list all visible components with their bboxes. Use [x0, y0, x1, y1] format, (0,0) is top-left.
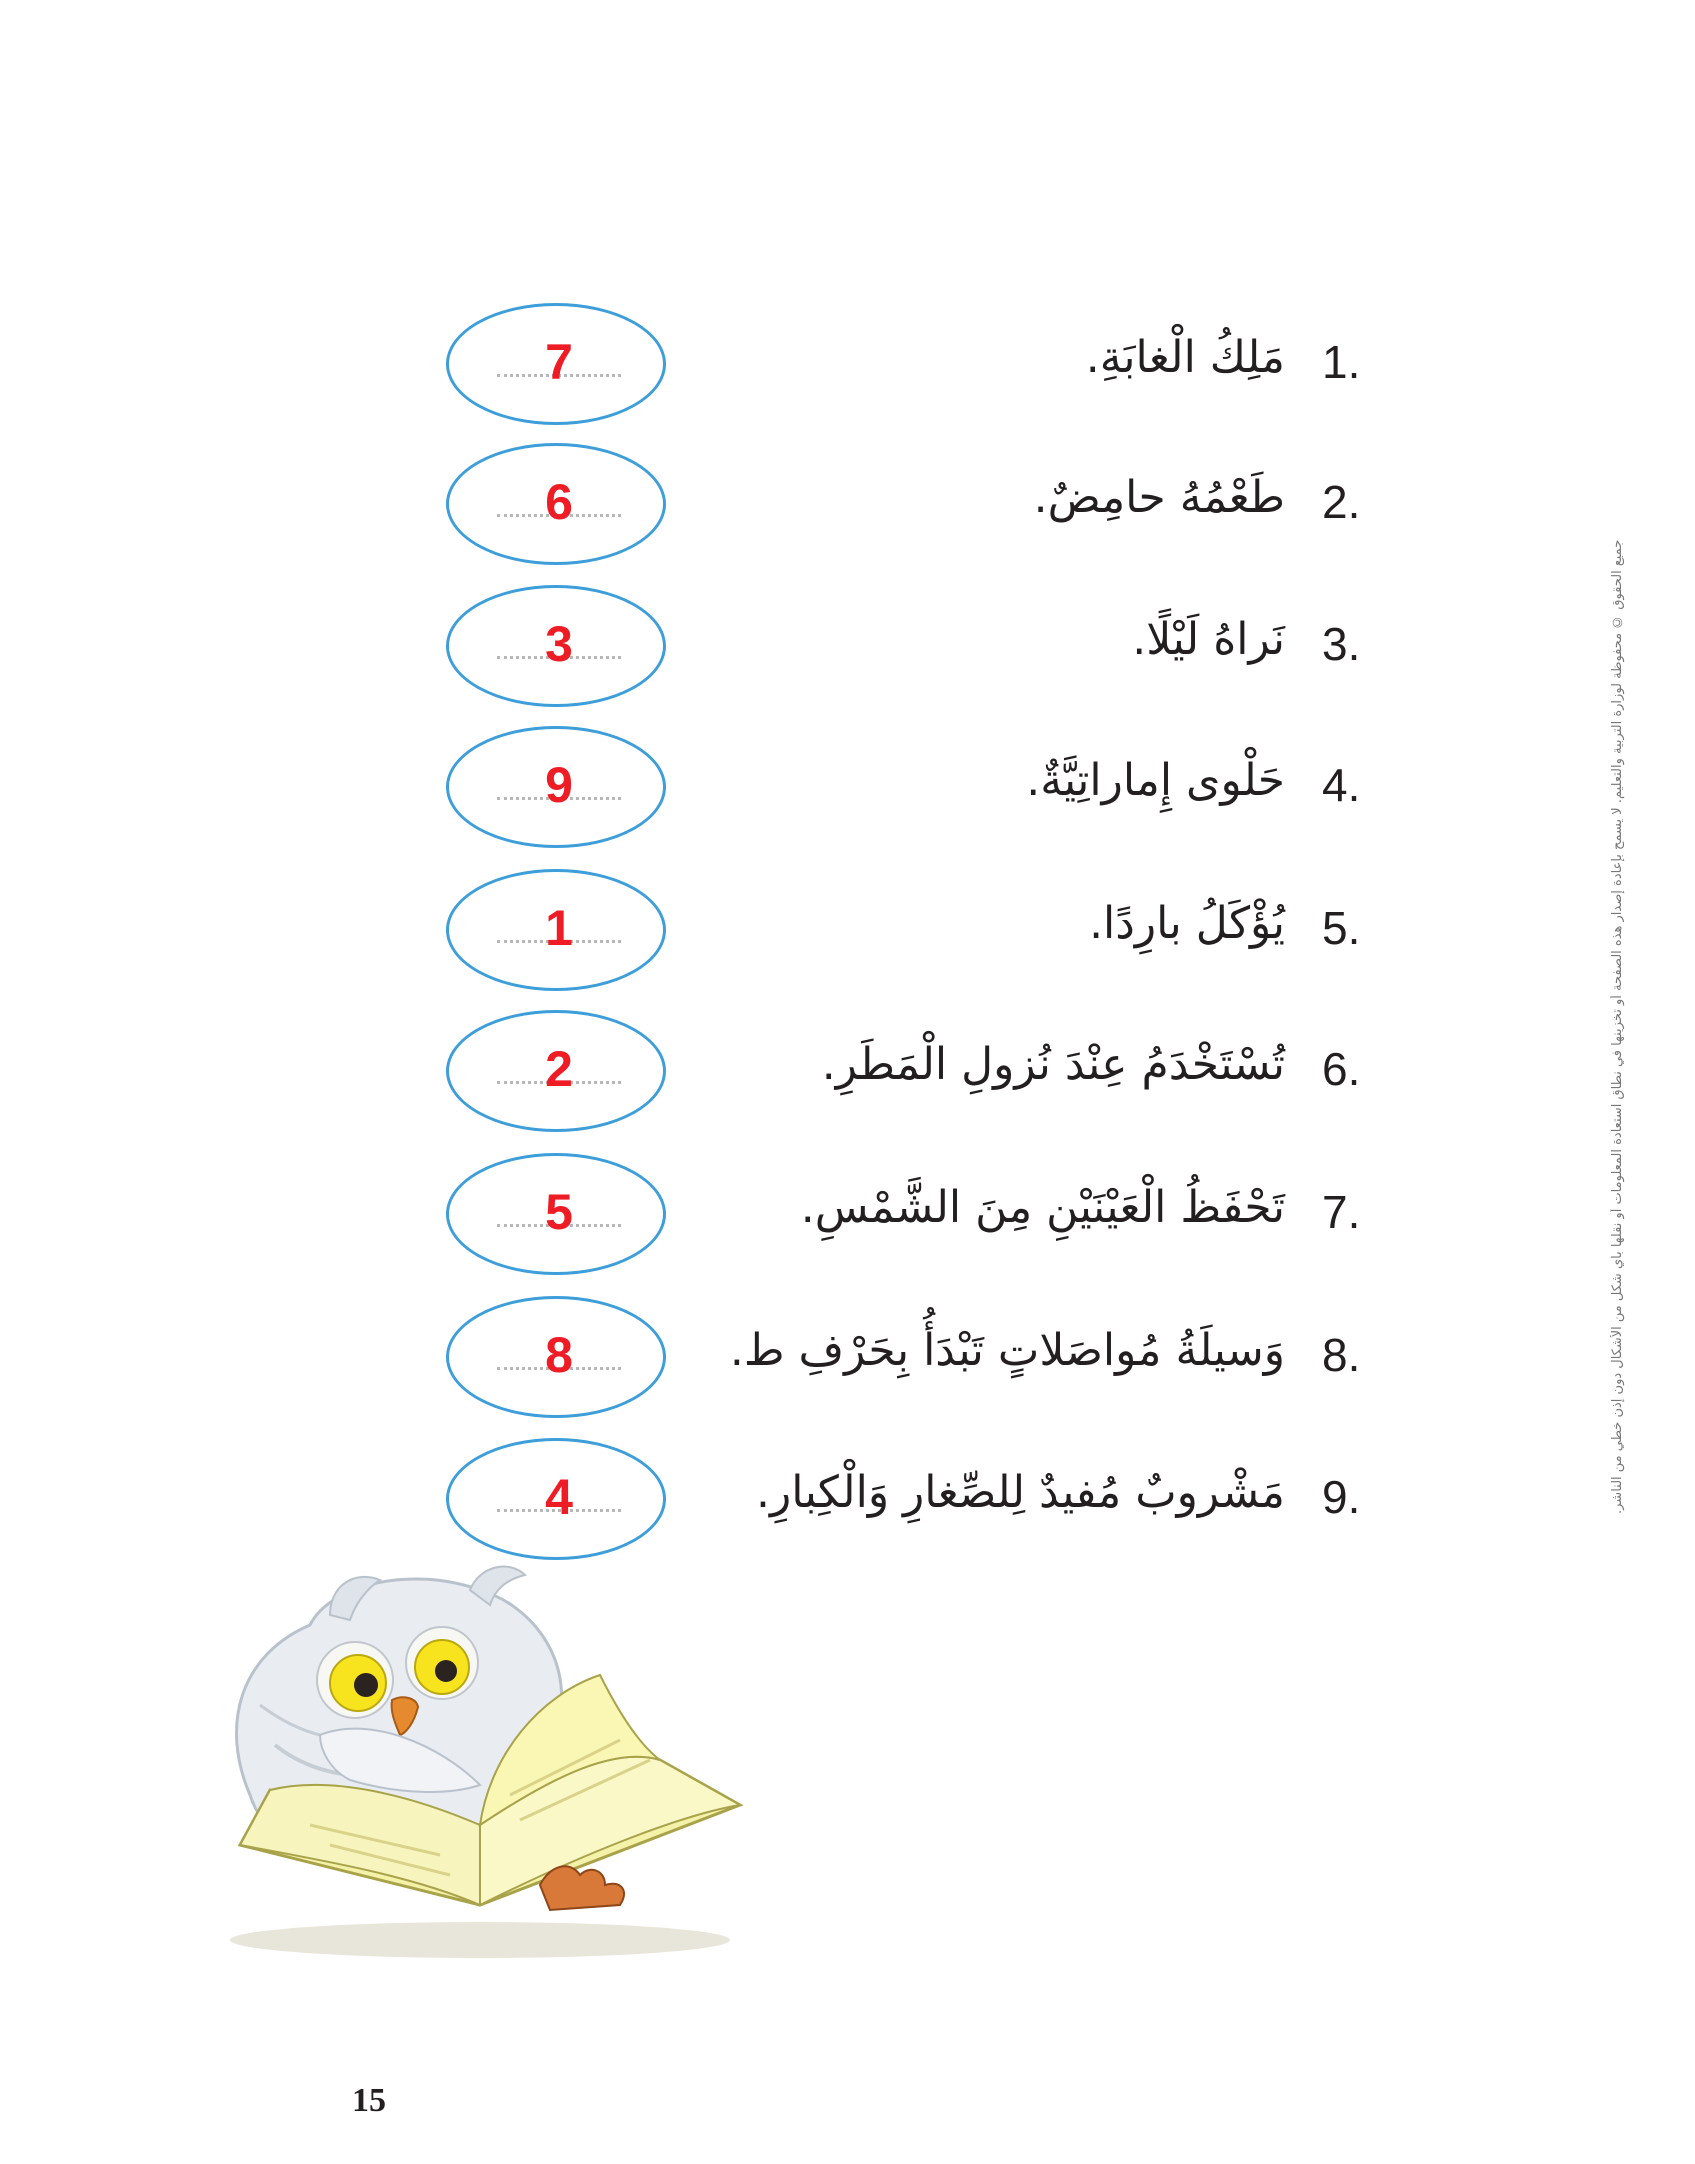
- list-item: [0, 726, 1695, 866]
- answer-oval[interactable]: [446, 443, 666, 565]
- owl-talons: [540, 1866, 624, 1910]
- item-clue: حَلْوى إِماراتِيَّةٌ.: [1026, 755, 1285, 806]
- list-item: [0, 443, 1695, 583]
- copyright-note: جميع الحقوق © محفوظة لوزارة التربية والتعليم. لا يسمح بإعادة إصدار هذه الصفحة أو تخزينها في نطاق استعادة المعلومات أو نقلها بأي شكل من الأشكال دون إذن خطي من الناشر.: [1610, 540, 1625, 1515]
- item-clue: تَحْفَظُ الْعَيْنَيْنِ مِنَ الشَّمْسِ.: [800, 1182, 1285, 1233]
- book-shadow: [230, 1922, 730, 1958]
- owl-reading-book-illustration: [180, 1545, 780, 1965]
- list-item: [0, 585, 1695, 725]
- list-item: [0, 1296, 1695, 1436]
- answer-number: 3: [545, 616, 573, 672]
- item-number: 1.: [1322, 336, 1361, 388]
- item-number: 6.: [1322, 1043, 1361, 1095]
- answer-number: 7: [545, 334, 573, 390]
- answer-number: 4: [545, 1469, 573, 1525]
- item-number: 4.: [1322, 759, 1361, 811]
- answer-oval[interactable]: [446, 1153, 666, 1275]
- item-number: 9.: [1322, 1471, 1361, 1523]
- item-number: 3.: [1322, 618, 1361, 670]
- answer-oval[interactable]: [446, 303, 666, 425]
- item-clue: وَسيلَةُ مُواصَلاتٍ تَبْدَأُ بِحَرْفِ ط.: [729, 1325, 1285, 1376]
- item-number: 2.: [1322, 476, 1361, 528]
- answer-oval[interactable]: [446, 585, 666, 707]
- list-item: [0, 303, 1695, 443]
- answer-oval[interactable]: [446, 869, 666, 991]
- item-number: 5.: [1322, 902, 1361, 954]
- answer-oval[interactable]: [446, 1010, 666, 1132]
- answer-oval[interactable]: [446, 726, 666, 848]
- list-item: [0, 869, 1695, 1009]
- item-clue: طَعْمُهُ حامِضٌ.: [1033, 472, 1285, 523]
- item-clue: مَلِكُ الْغابَةِ.: [1085, 332, 1285, 383]
- answer-number: 1: [545, 900, 573, 956]
- answer-number: 5: [545, 1184, 573, 1240]
- page-number: 15: [352, 2082, 386, 2119]
- owl-pupil-right: [435, 1660, 457, 1682]
- item-number: 8.: [1322, 1329, 1361, 1381]
- item-clue: نَراهُ لَيْلًا.: [1132, 614, 1285, 665]
- answer-number: 2: [545, 1041, 573, 1097]
- answer-number: 6: [545, 474, 573, 530]
- item-clue: يُؤْكَلُ بارِدًا.: [1089, 898, 1285, 949]
- owl-pupil-left: [354, 1673, 378, 1697]
- item-clue: تُسْتَخْدَمُ عِنْدَ نُزولِ الْمَطَرِ.: [821, 1039, 1285, 1090]
- answer-oval[interactable]: [446, 1296, 666, 1418]
- answer-number: 8: [545, 1327, 573, 1383]
- list-item: [0, 1010, 1695, 1150]
- answer-oval[interactable]: [446, 1438, 666, 1560]
- list-item: [0, 1153, 1695, 1293]
- item-clue: مَشْروبٌ مُفيدٌ لِلصِّغارِ وَالْكِبارِ.: [755, 1467, 1285, 1518]
- answer-number: 9: [545, 757, 573, 813]
- item-number: 7.: [1322, 1186, 1361, 1238]
